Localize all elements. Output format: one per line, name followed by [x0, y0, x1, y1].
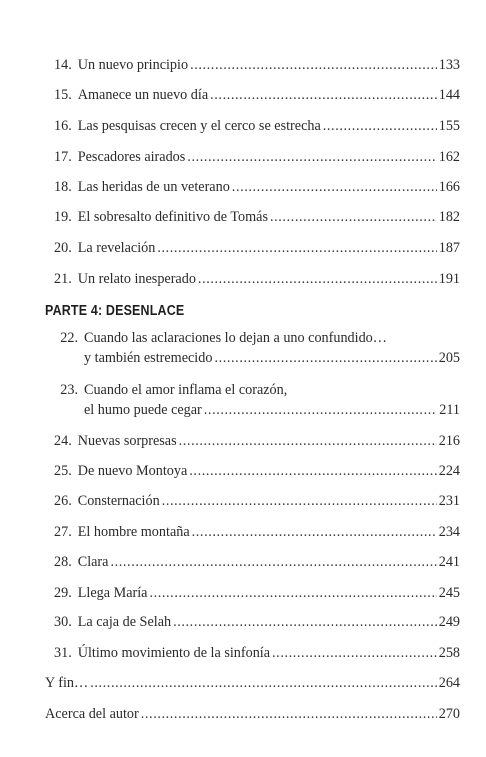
dot-leader — [270, 209, 437, 226]
chapter-number: 14. — [54, 57, 72, 73]
toc-entry — [54, 118, 460, 135]
chapter-title: Nuevas sorpresas — [77, 433, 177, 449]
chapter-title: El hombre montaña — [77, 524, 190, 540]
toc-entry — [54, 149, 460, 166]
chapter-title: Cuando las aclaraciones lo dejan a uno confundido… — [84, 330, 387, 346]
dot-leader — [90, 675, 437, 692]
chapter-number: 22. — [60, 330, 78, 346]
page-number: 182 — [438, 209, 460, 225]
page-number: 211 — [439, 402, 460, 418]
chapter-number: 21. — [54, 271, 72, 287]
toc-entry — [54, 524, 460, 541]
chapter-title-continued: y también estremecido — [84, 350, 213, 366]
chapter-number: 24. — [54, 433, 72, 449]
toc-entry-line1 — [54, 330, 460, 347]
dot-leader — [187, 149, 436, 166]
chapter-number: 28. — [54, 554, 72, 570]
page-number: 231 — [438, 493, 460, 509]
toc-entry — [54, 463, 460, 480]
toc-entry-back-matter — [45, 675, 460, 692]
page-number: 162 — [438, 149, 460, 165]
toc-entry — [54, 271, 460, 288]
toc-entry-line1 — [54, 382, 460, 399]
toc-entry — [54, 645, 460, 662]
toc-entry-line2 — [84, 402, 460, 419]
toc-entry — [54, 209, 460, 226]
page-number: 166 — [438, 179, 460, 195]
chapter-title: Las pesquisas crecen y el cerco se estrecha — [77, 118, 321, 134]
toc-entry — [54, 433, 460, 450]
page-number: 133 — [438, 57, 460, 73]
chapter-title: El sobresalto definitivo de Tomás — [77, 209, 268, 225]
toc-entry — [54, 87, 460, 104]
chapter-title: La caja de Selah — [77, 614, 172, 630]
part-heading: PARTE 4: DESENLACE — [45, 303, 185, 319]
page-number: 144 — [438, 87, 460, 103]
chapter-number: 20. — [54, 240, 72, 256]
dot-leader — [110, 554, 436, 571]
chapter-title-continued: el humo puede cegar — [84, 402, 202, 418]
page-number: 205 — [438, 350, 460, 366]
chapter-number: 26. — [54, 493, 72, 509]
chapter-number: 29. — [54, 585, 72, 601]
page-number: 264 — [438, 675, 460, 691]
chapter-title: Último movimiento de la sinfonía — [77, 645, 271, 661]
back-matter-title: Acerca del autor — [45, 706, 139, 722]
page-number: 258 — [438, 645, 460, 661]
page-number: 155 — [438, 118, 460, 134]
chapter-number: 23. — [60, 382, 78, 398]
chapter-title: Un nuevo principio — [77, 57, 189, 73]
chapter-title: Consternación — [77, 493, 160, 509]
chapter-title: Llega María — [77, 585, 148, 601]
chapter-number: 25. — [54, 463, 72, 479]
chapter-title: Un relato inesperado — [77, 271, 196, 287]
toc-entry-line2 — [84, 350, 460, 367]
dot-leader — [198, 271, 437, 288]
toc-entry — [54, 240, 460, 257]
toc-entry — [54, 57, 460, 74]
chapter-number: 15. — [54, 87, 72, 103]
chapter-number: 30. — [54, 614, 72, 630]
dot-leader — [162, 493, 437, 510]
toc-entry-back-matter — [45, 706, 460, 723]
page-number: 249 — [438, 614, 460, 630]
chapter-number: 16. — [54, 118, 72, 134]
dot-leader — [141, 706, 437, 723]
page-number: 191 — [438, 271, 460, 287]
dot-leader — [189, 463, 436, 480]
page-number: 241 — [438, 554, 460, 570]
chapter-title: Cuando el amor inflama el corazón, — [84, 382, 288, 398]
dot-leader — [192, 524, 437, 541]
dot-leader — [173, 614, 437, 631]
toc-entry — [54, 493, 460, 510]
dot-leader — [214, 350, 436, 367]
dot-leader — [272, 645, 437, 662]
chapter-number: 19. — [54, 209, 72, 225]
chapter-number: 27. — [54, 524, 72, 540]
chapter-number: 17. — [54, 149, 72, 165]
chapter-title: Pescadores airados — [77, 149, 186, 165]
page-number: 224 — [438, 463, 460, 479]
toc-entry — [54, 179, 460, 196]
page-number: 245 — [438, 585, 460, 601]
chapter-title: Las heridas de un veterano — [77, 179, 230, 195]
dot-leader — [204, 402, 437, 419]
dot-leader — [210, 87, 437, 104]
dot-leader — [190, 57, 437, 74]
page-number: 187 — [438, 240, 460, 256]
chapter-number: 18. — [54, 179, 72, 195]
chapter-number: 31. — [54, 645, 72, 661]
dot-leader — [179, 433, 437, 450]
toc-entry — [54, 585, 460, 602]
chapter-title: Clara — [77, 554, 109, 570]
toc-entry — [54, 554, 460, 571]
page-number: 234 — [438, 524, 460, 540]
page-number: 216 — [438, 433, 460, 449]
chapter-title: La revelación — [77, 240, 156, 256]
back-matter-title: Y fin… — [45, 675, 89, 691]
page-number: 270 — [438, 706, 460, 722]
dot-leader — [157, 240, 436, 257]
dot-leader — [232, 179, 437, 196]
dot-leader — [149, 585, 436, 602]
chapter-title: Amanece un nuevo día — [77, 87, 209, 103]
dot-leader — [323, 118, 437, 135]
toc-entry — [54, 614, 460, 631]
chapter-title: De nuevo Montoya — [77, 463, 188, 479]
